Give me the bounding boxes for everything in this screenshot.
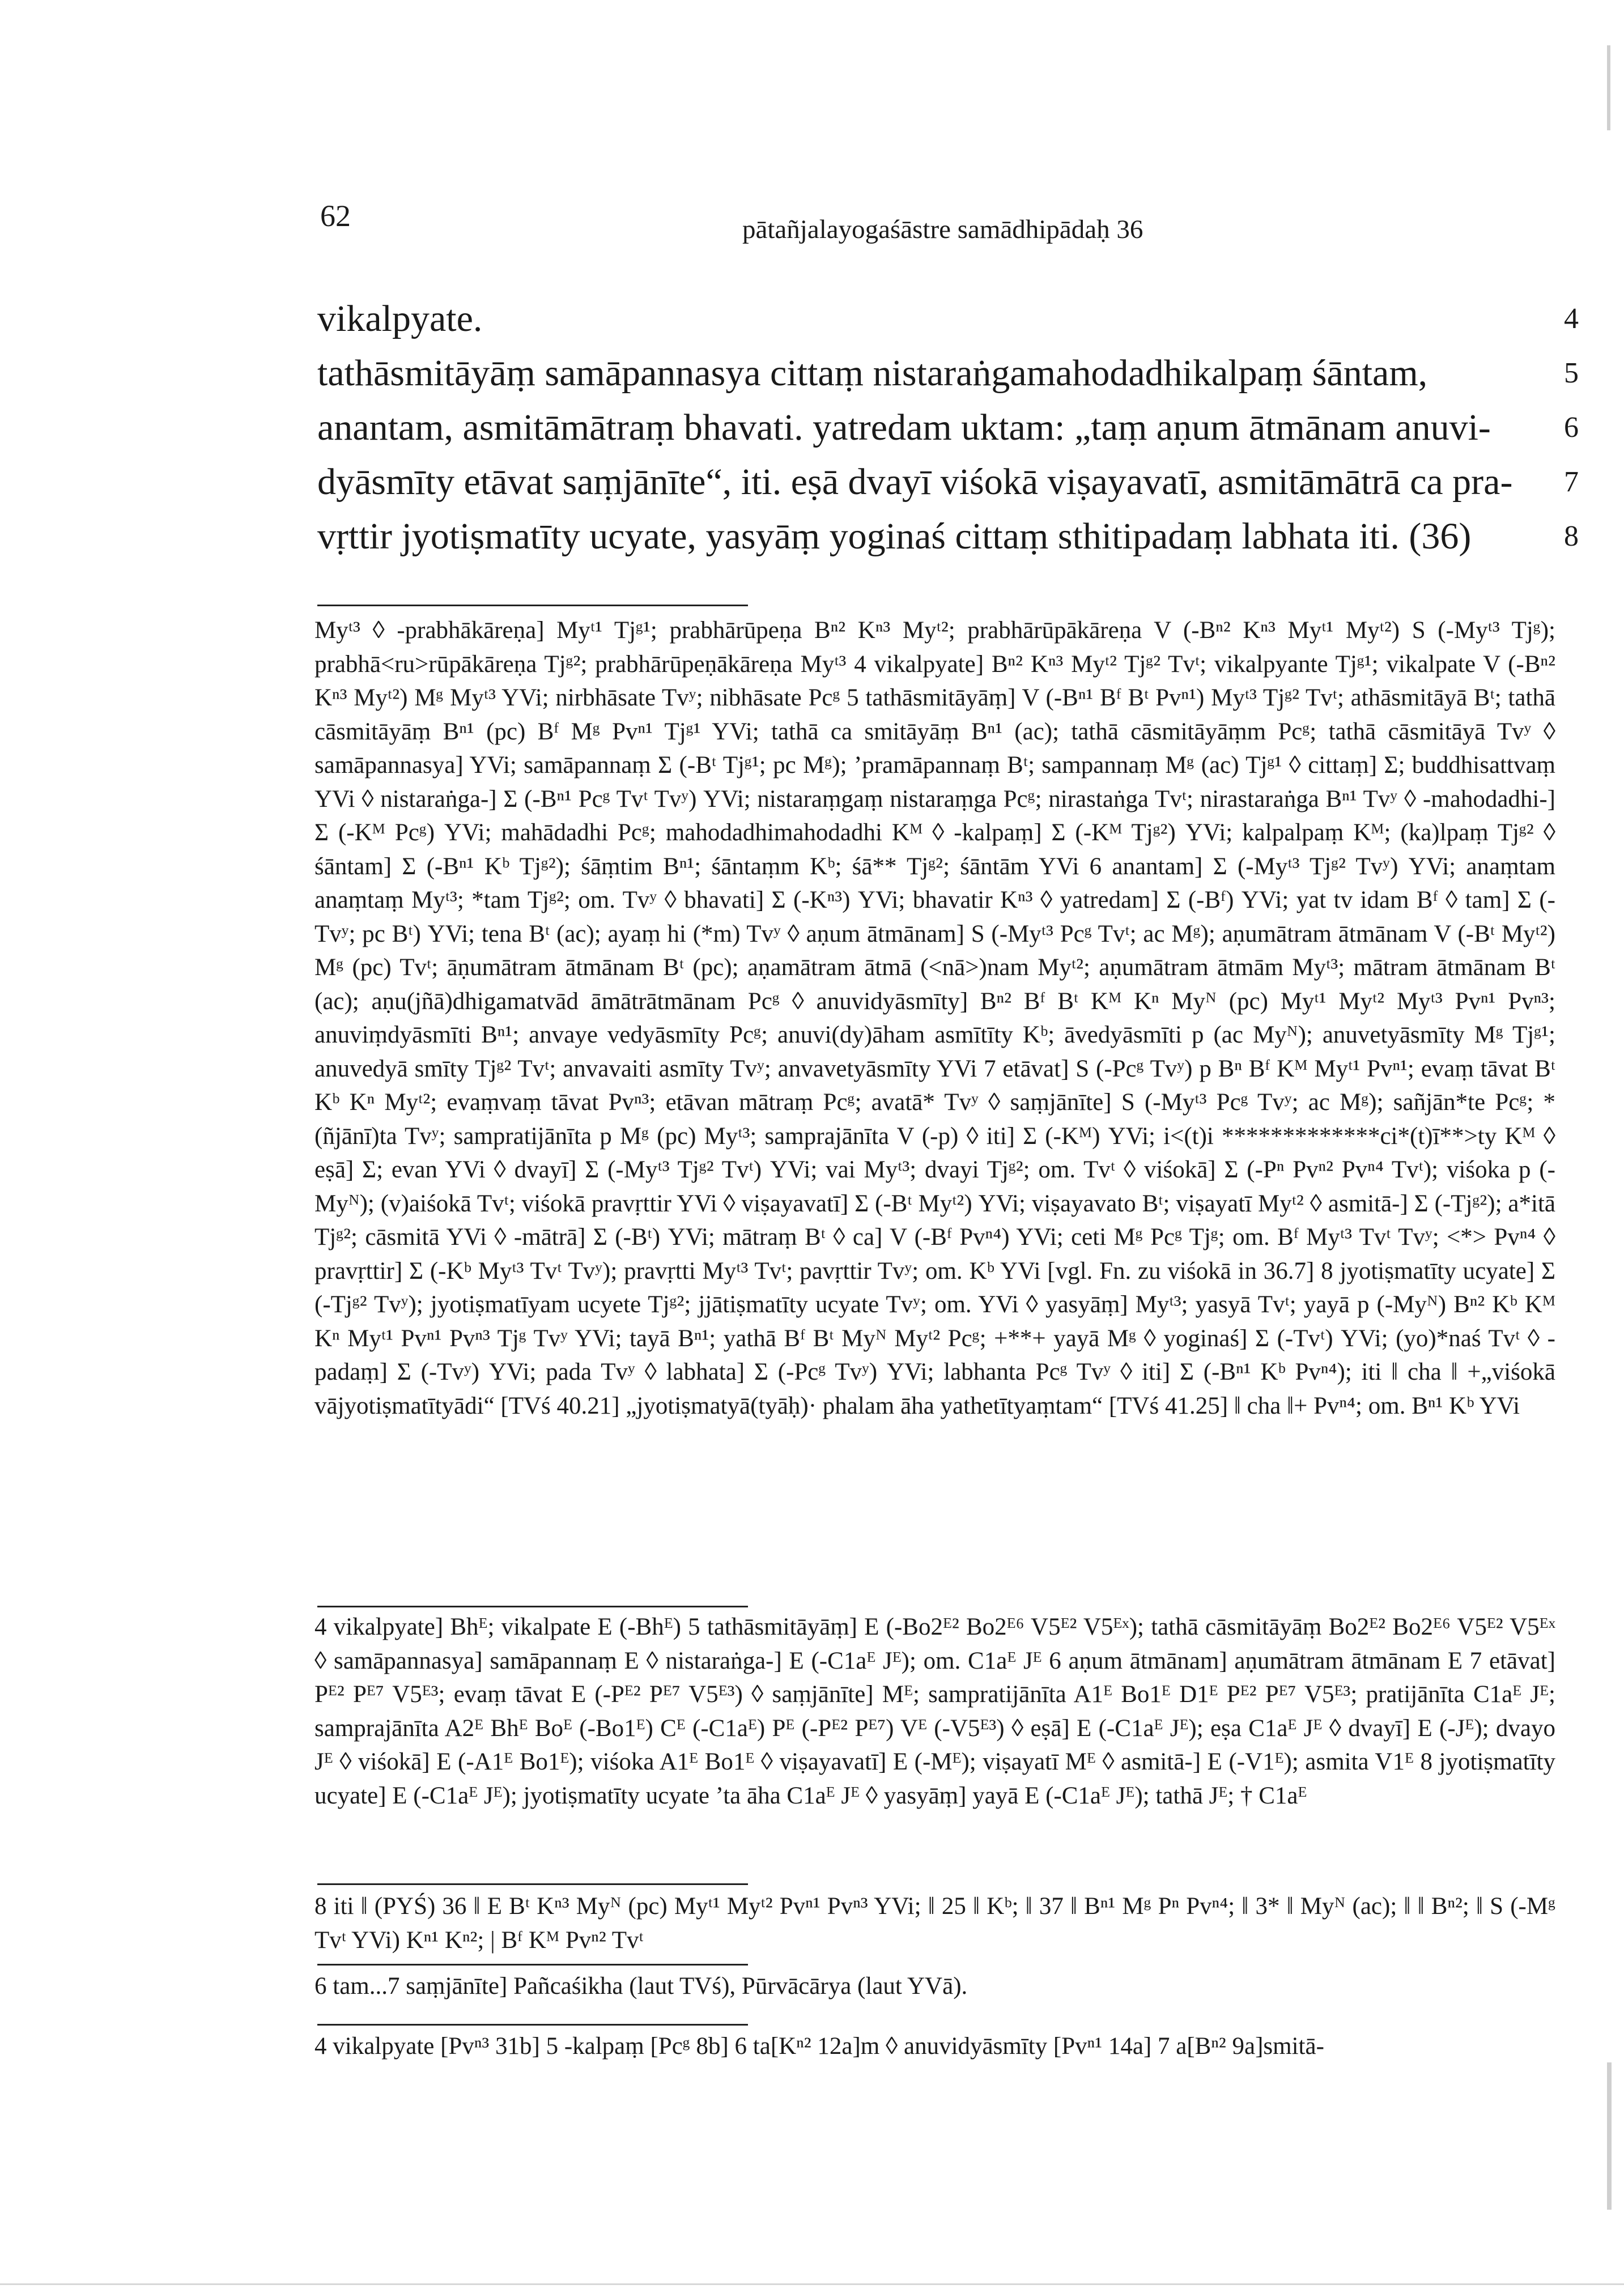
line-text: tathāsmitāyāṃ samāpannasya cittaṃ nistaraṅgamahodadhikalpaṃ śāntam, xyxy=(317,352,1428,394)
apparatus-divider xyxy=(317,605,748,606)
apparatus-text: 4 vikalpyate] Bhᴱ; vikalpate E (-Bhᴱ) 5 tathāsmitāyāṃ] E (-Bo2ᴱ² Bo2ᴱ⁶ V5ᴱ² V5ᴱˣ); tathā cāsmitāyāṃ Bo2ᴱ² Bo2ᴱ⁶ V5ᴱ² V5ᴱˣ ◊ samāpannasya] samāpannaṃ E ◊ nistaraṅga-] E (-C1aᴱ Jᴱ); om. C1aᴱ Jᴱ 6 aṇum ātmānam] aṇumātram ātmānam E 7 etāvat] Pᴱ² Pᴱ⁷ V5ᴱ³; evaṃ tāvat E (-Pᴱ² Pᴱ⁷ V5ᴱ³) ◊ saṃjānīte] Mᴱ; sampratijānīta A1ᴱ Bo1ᴱ D1ᴱ Pᴱ² Pᴱ⁷ V5ᴱ³; pratijānīta C1aᴱ Jᴱ; samprajānīta A2ᴱ Bhᴱ Boᴱ (-Bo1ᴱ) Cᴱ (-C1aᴱ) Pᴱ (-Pᴱ² Pᴱ⁷) Vᴱ (-V5ᴱ³) ◊ eṣā] E (-C1aᴱ Jᴱ); eṣa C1aᴱ Jᴱ ◊ dvayī] E (-Jᴱ); dvayo Jᴱ ◊ viśokā] E (-A1ᴱ Bo1ᴱ); viśoka A1ᴱ Bo1ᴱ ◊ viṣayavatī] E (-Mᴱ); viṣayatī Mᴱ ◊ asmitā-] E (-V1ᴱ); asmita V1ᴱ 8 jyotiṣmatīty ucyate] E (-C1aᴱ Jᴱ); jyotiṣmatīty ucyate ’ta āha C1aᴱ Jᴱ ◊ yasyāṃ] yayā E (-C1aᴱ Jᴱ); tathā Jᴱ; † C1aᴱ xyxy=(314,1614,1555,1809)
testimonia-apparatus xyxy=(314,1969,1555,2003)
apparatus-text: 6 tam...7 saṃjānīte] Pañcaśikha (laut TVś), Pūrvācārya (laut YVā). xyxy=(314,1973,968,2000)
critical-apparatus-editions xyxy=(314,1610,1555,1813)
text-line-8 xyxy=(317,509,1579,564)
line-text: vikalpyate. xyxy=(317,298,483,339)
apparatus-text: 4 vikalpyate [Pvⁿ³ 31b] 5 -kalpaṃ [Pcᵍ 8b] 6 ta[Kⁿ² 12a]m ◊ anuvidyāsmīty [Pvⁿ¹ 14a] 7 a[Bⁿ² 9a]smitā- xyxy=(314,2033,1324,2060)
line-number: 5 xyxy=(1564,357,1579,389)
line-number: 7 xyxy=(1564,466,1579,498)
line-number: 6 xyxy=(1564,411,1579,444)
line-text: vṛttir jyotiṣmatīty ucyate, yasyāṃ yoginaś cittaṃ sthitipadaṃ labhata iti. (36) xyxy=(317,516,1472,557)
critical-apparatus-manuscripts xyxy=(314,614,1555,1423)
line-text: anantam, asmitāmātraṃ bhavati. yatredam uktam: „taṃ aṇum ātmānam anuvi- xyxy=(317,407,1491,448)
scan-margin-mark xyxy=(1607,45,1610,130)
page-number: 62 xyxy=(320,199,351,233)
main-text-block xyxy=(317,292,1579,564)
text-line-7 xyxy=(317,455,1579,509)
apparatus-divider xyxy=(317,1883,748,1885)
text-line-4 xyxy=(317,292,1579,346)
line-number: 4 xyxy=(1564,303,1579,335)
line-text: dyāsmīty etāvat saṃjānīte“, iti. eṣā dvayī viśokā viṣayavatī, asmitāmātrā ca pra- xyxy=(317,461,1513,503)
scan-margin-mark xyxy=(1607,2062,1612,2210)
apparatus-divider xyxy=(317,2024,748,2026)
text-line-6 xyxy=(317,401,1579,455)
apparatus-text: Myᵗ³ ◊ -prabhākāreṇa] Myᵗ¹ Tjᵍ¹; prabhārūpeṇa Bⁿ² Kⁿ³ Myᵗ²; prabhārūpākāreṇa V (-Bⁿ² Kⁿ³ Myᵗ¹ Myᵗ²) S (-Myᵗ³ Tjᵍ); prabhā<ru>rūpākāreṇa Tjᵍ²; prabhārūpeṇākāreṇa Myᵗ³ 4 vikalpyate] Bⁿ² Kⁿ³ Myᵗ² Tjᵍ² Tvᵗ; vikalpyante Tjᵍ¹; vikalpate V (-Bⁿ² Kⁿ³ Myᵗ²) Mᵍ Myᵗ³ YVi; nirbhāsate Tvʸ; nibhāsate Pcᵍ 5 tathāsmitāyāṃ] V (-Bⁿ¹ Bᶠ Bᵗ Pvⁿ¹) Myᵗ³ Tjᵍ² Tvᵗ; athāsmitāyā Bᵗ; tathā cāsmitāyāṃ Bⁿ¹ (pc) Bᶠ Mᵍ Pvⁿ¹ Tjᵍ¹ YVi; tathā ca smitāyāṃ Bⁿ¹ (ac); tathā cāsmitāyāṃm Pcᵍ; tathā cāsmitāyā Tvʸ ◊ samāpannasya] YVi; samāpannaṃ Σ (-Bᵗ Tjᵍ¹; pc Mᵍ); ’pramāpannaṃ Bᵗ; sampannaṃ Mᵍ (ac) Tjᵍ¹ ◊ cittaṃ] Σ; buddhisattvaṃ YVi ◊ nistaraṅga-] Σ (-Bⁿ¹ Pcᵍ Tvᵗ Tvʸ) YVi; nistaraṃgaṃ nistaraṃga Pcᵍ; nirastaṅga Tvᵗ; nirastaraṅga Bⁿ¹ Tvʸ ◊ -mahodadhi-] Σ (-Kᴹ Pcᵍ) YVi; mahādadhi Pcᵍ; mahodadhimahodadhi Kᴹ ◊ -kalpaṃ] Σ (-Kᴹ Tjᵍ²) YVi; kalpalpaṃ Kᴹ; (ka)lpaṃ Tjᵍ² ◊ śāntam] Σ (-Bⁿ¹ Kᵇ Tjᵍ²); śāṃtim Bⁿ¹; śāntaṃm Kᵇ; śā** Tjᵍ²; śāntām YVi 6 anantam] Σ (-Myᵗ³ Tjᵍ² Tvʸ) YVi; anaṃtam anaṃtaṃ Myᵗ³; *tam Tjᵍ²; om. Tvʸ ◊ bhavati] Σ (-Kⁿ³) YVi; bhavatir Kⁿ³ ◊ yatredam] Σ (-Bᶠ) YVi; yat tv idam Bᶠ ◊ tam] Σ (-Tvʸ; pc Bᵗ) YVi; tena Bᵗ (ac); ayaṃ hi (*m) Tvʸ ◊ aṇum ātmānam] S (-Myᵗ³ Pcᵍ Tvᵗ; ac Mᵍ); aṇumātram ātmānam V (-Bᵗ Myᵗ²) Mᵍ (pc) Tvᵗ; āṇumātram ātmānam Bᵗ (pc); aṇamātram ātmā (<nā>)nam Myᵗ²; aṇumātram ātmām Myᵗ³; mātram ātmānam Bᵗ (ac); aṇu(jñā)dhigamatvād āmātrātmānam Pcᵍ ◊ anuvidyāsmīty] Bⁿ² Bᶠ Bᵗ Kᴹ Kⁿ Myᴺ (pc) Myᵗ¹ Myᵗ² Myᵗ³ Pvⁿ¹ Pvⁿ³; anuviṃdyāsmīti Bⁿ¹; anvaye vedyāsmīty Pcᵍ; anuvi(dy)āham asmītīty Kᵇ; āvedyāsmīti p (ac Myᴺ); anuvetyāsmīty Mᵍ Tjᵍ¹; anuvedyā smīty Tjᵍ² Tvᵗ; anvavaiti asmīty Tvʸ; anvavetyāsmīty YVi 7 etāvat] S (-Pcᵍ Tvʸ) p Bⁿ Bᶠ Kᴹ Myᵗ¹ Pvⁿ¹; evaṃ tāvat Bᵗ Kᵇ Kⁿ Myᵗ²; evaṃvaṃ tāvat Pvⁿ³; etāvan mātraṃ Pcᵍ; avatā* Tvʸ ◊ saṃjānīte] S (-Myᵗ³ Pcᵍ Tvʸ; ac Mᵍ); sañjān*te Pcᵍ; *(ñjānī)ta Tvʸ; sampratijānīta p Mᵍ (pc) Myᵗ³; samprajānīta V (-p) ◊ iti] Σ (-Kᴹ) YVi; i<(t)i *************ci*(t)ī**>ty Kᴹ ◊ eṣā] Σ; evan YVi ◊ dvayī] Σ (-Myᵗ³ Tjᵍ² Tvᵗ) YVi; vai Myᵗ³; dvayi Tjᵍ²; om. Tvᵗ ◊ viśokā] Σ (-Pⁿ Pvⁿ² Pvⁿ⁴ Tvᵗ); viśoka p (-Myᴺ); (v)aiśokā Tvᵗ; viśokā pravṛttir YVi ◊ viṣayavatī] Σ (-Bᵗ Myᵗ²) YVi; viṣayavato Bᵗ; viṣayatī Myᵗ² ◊ asmitā-] Σ (-Tjᵍ²); a*itā Tjᵍ²; cāsmitā YVi ◊ -mātrā] Σ (-Bᵗ) YVi; mātraṃ Bᵗ ◊ ca] V (-Bᶠ Pvⁿ⁴) YVi; ceti Mᵍ Pcᵍ Tjᵍ; om. Bᶠ Myᵗ³ Tvᵗ Tvʸ; <*> Pvⁿ⁴ ◊ pravṛttir] Σ (-Kᵇ Myᵗ³ Tvᵗ Tvʸ); pravṛtti Myᵗ³ Tvᵗ; pavṛttir Tvʸ; om. Kᵇ YVi [vgl. Fn. zu viśokā in 36.7] 8 jyotiṣmatīty ucyate] Σ (-Tjᵍ² Tvʸ); jyotiṣmatīyam ucyete Tjᵍ²; jjātiṣmatīty ucyate Tvʸ; om. YVi ◊ yasyāṃ] Myᵗ³; yasyā Tvᵗ; yayā p (-Myᴺ) Bⁿ² Kᵇ Kᴹ Kⁿ Myᵗ¹ Pvⁿ¹ Pvⁿ³ Tjᵍ Tvʸ YVi; tayā Bⁿ¹; yathā Bᶠ Bᵗ Myᴺ Myᵗ² Pcᵍ; +**+ yayā Mᵍ ◊ yoginaś] Σ (-Tvᵗ) YVi; (yo)*naś Tvᵗ ◊ -padaṃ] Σ (-Tvʸ) YVi; pada Tvʸ ◊ labhata] Σ (-Pcᵍ Tvʸ) YVi; labhanta Pcᵍ Tvʸ ◊ iti] Σ (-Bⁿ¹ Kᵇ Pvⁿ⁴); iti ‖ cha ‖ +„viśokā vājyotiṣmatītyādi“ [TVś 40.21] „jyotiṣmatyā(tyāḥ)· phalam āha yathetītyaṃtam“ [TVś 41.25] ‖ cha ‖+ Pvⁿ⁴; om. Bⁿ¹ Kᵇ YVi xyxy=(314,617,1555,1419)
apparatus-text: 8 iti ‖ (PYŚ) 36 ‖ E Bᵗ Kⁿ³ Myᴺ (pc) Myᵗ¹ Myᵗ² Pvⁿ¹ Pvⁿ³ YVi; ‖ 25 ‖ Kᵇ; ‖ 37 ‖ Bⁿ¹ Mᵍ Pⁿ Pvⁿ⁴; ‖ 3* ‖ Myᴺ (ac); ‖ ‖ Bⁿ²; ‖ S (-Mᵍ Tvᵗ YVi) Kⁿ¹ Kⁿ²; | Bᶠ Kᴹ Pvⁿ² Tvᵗ xyxy=(314,1893,1555,1954)
apparatus-divider xyxy=(317,1964,748,1966)
folio-apparatus xyxy=(314,2030,1555,2064)
daṇḍa-apparatus xyxy=(314,1890,1555,1957)
scan-bottom-edge xyxy=(0,2283,1624,2285)
line-number: 8 xyxy=(1564,520,1579,552)
running-head: pātañjalayogaśāstre samādhipādaḥ 36 xyxy=(742,215,1143,244)
text-line-5 xyxy=(317,346,1579,401)
apparatus-divider xyxy=(317,1606,748,1607)
